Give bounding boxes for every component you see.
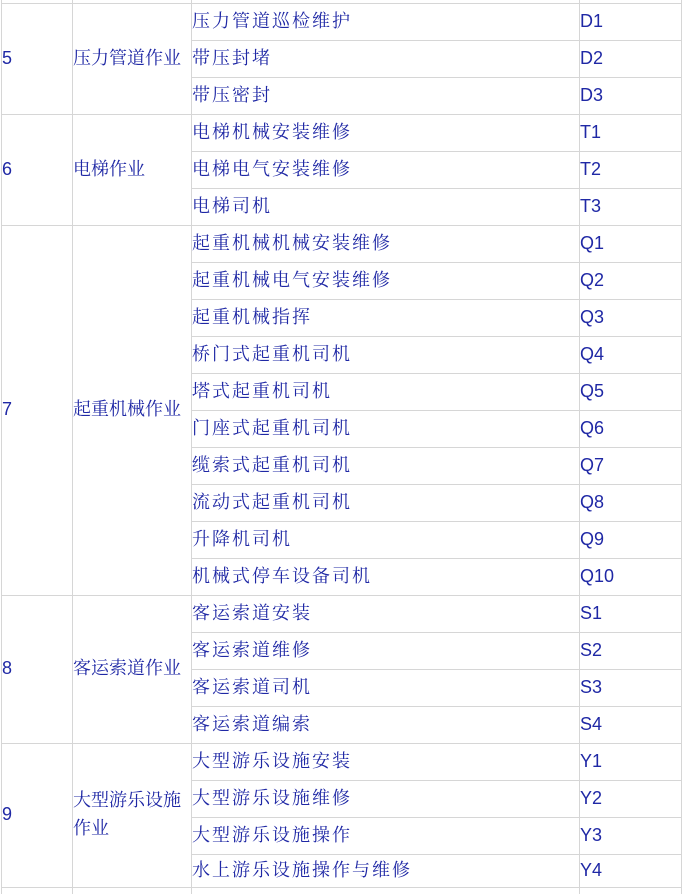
item-cell: 客运索道维修 [192,632,580,669]
item-cell: 机械式停车设备司机 [192,558,580,595]
code-cell: T1 [580,114,682,151]
code-cell: S4 [580,706,682,743]
item-cell: 塔式起重机司机 [192,373,580,410]
row-number-cell: 9 [2,743,73,887]
item-cell: 大型游乐设施操作 [192,817,580,854]
code-cell: Q4 [580,336,682,373]
item-cell: 电梯机械安装维修 [192,114,580,151]
item-cell: 带压密封 [192,77,580,114]
code-cell: Q9 [580,521,682,558]
code-cell: Q2 [580,262,682,299]
item-cell: 起重机械电气安装维修 [192,262,580,299]
item-cell: 客运索道编索 [192,706,580,743]
code-cell: Y4 [580,854,682,887]
item-cell: 桥门式起重机司机 [192,336,580,373]
item-cell: 流动式起重机司机 [192,484,580,521]
code-cell: Q5 [580,373,682,410]
item-cell: 起重机械机械安装维修 [192,225,580,262]
category-cell: 大型游乐设施作业 [73,743,192,887]
row-number-cell: 5 [2,3,73,114]
category-cell: 电梯作业 [73,114,192,225]
empty-cell [192,887,580,894]
table-row [2,3,682,40]
item-cell: 压力管道巡检维护 [192,3,580,40]
item-cell: 大型游乐设施安装 [192,743,580,780]
table-row [2,225,682,262]
code-cell: Y3 [580,817,682,854]
code-cell: Y1 [580,743,682,780]
table-row [2,114,682,151]
code-cell: D2 [580,40,682,77]
item-cell: 水上游乐设施操作与维修 [192,854,580,887]
code-cell: S3 [580,669,682,706]
code-cell: Q6 [580,410,682,447]
empty-cell [73,887,192,894]
code-cell: Q1 [580,225,682,262]
code-cell: Q3 [580,299,682,336]
special-equipment-operations-table [1,0,682,894]
row-number-cell: 6 [2,114,73,225]
code-cell: T2 [580,151,682,188]
item-cell: 电梯电气安装维修 [192,151,580,188]
code-cell: Q10 [580,558,682,595]
code-cell: T3 [580,188,682,225]
item-cell: 大型游乐设施维修 [192,780,580,817]
code-cell: S2 [580,632,682,669]
row-number-cell: 7 [2,225,73,595]
item-cell: 起重机械指挥 [192,299,580,336]
partial-row-bottom [2,887,682,894]
category-cell: 客运索道作业 [73,595,192,743]
code-cell: Q7 [580,447,682,484]
code-cell: Y2 [580,780,682,817]
item-cell: 客运索道司机 [192,669,580,706]
code-cell: D3 [580,77,682,114]
table-row [2,743,682,780]
empty-cell [580,887,682,894]
category-cell: 起重机械作业 [73,225,192,595]
code-cell: D1 [580,3,682,40]
table-row [2,595,682,632]
item-cell: 电梯司机 [192,188,580,225]
item-cell: 升降机司机 [192,521,580,558]
empty-cell [2,887,73,894]
code-cell: S1 [580,595,682,632]
row-number-cell: 8 [2,595,73,743]
item-cell: 客运索道安装 [192,595,580,632]
category-cell: 压力管道作业 [73,3,192,114]
code-cell: Q8 [580,484,682,521]
item-cell: 缆索式起重机司机 [192,447,580,484]
item-cell: 门座式起重机司机 [192,410,580,447]
item-cell: 带压封堵 [192,40,580,77]
